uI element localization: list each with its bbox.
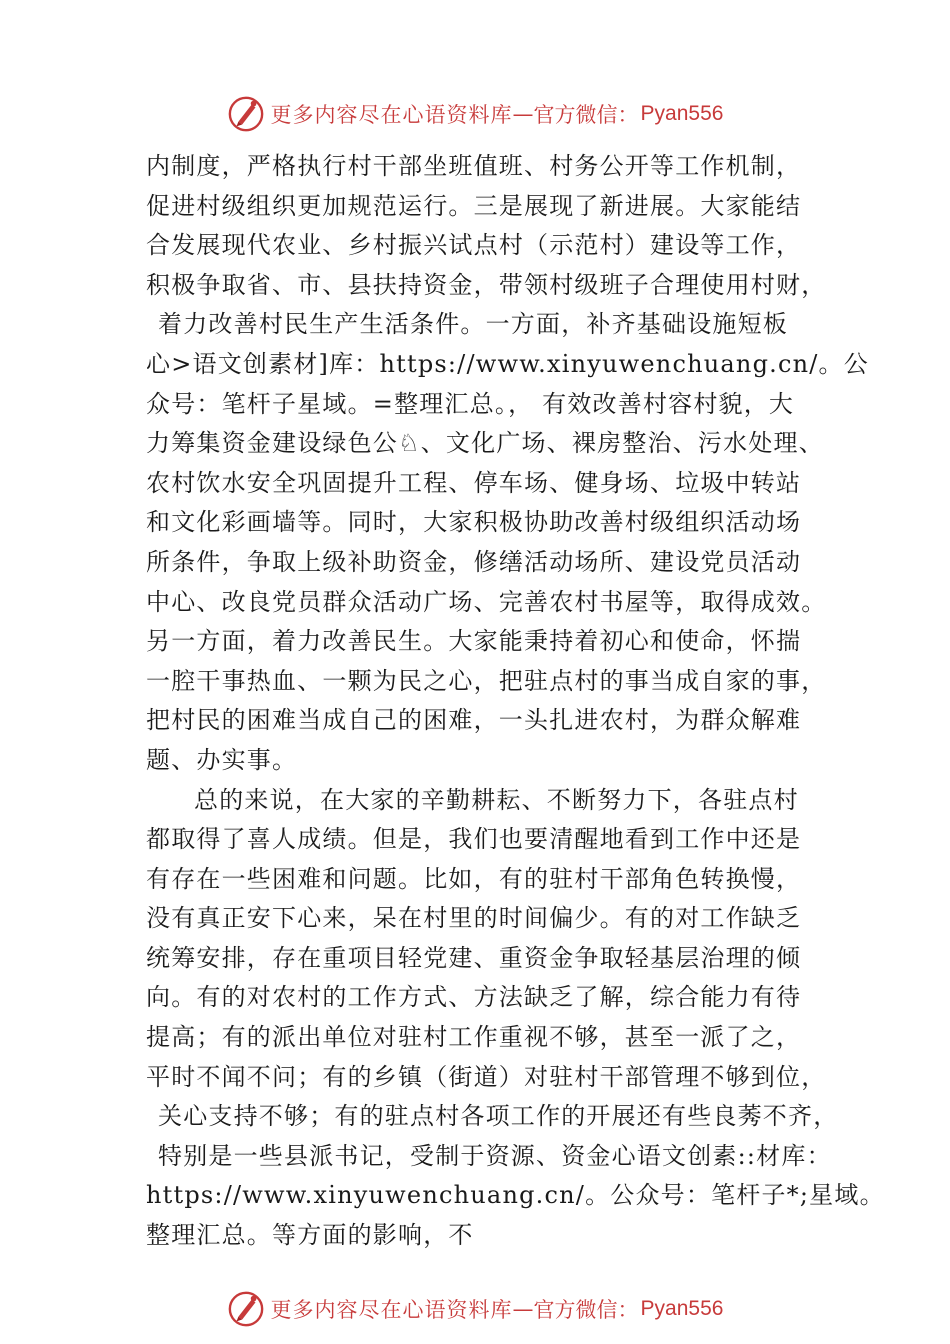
text-line: 另一方面，着力改善民生。大家能秉持着初心和使命，怀揣 xyxy=(146,627,802,656)
text-line: 促进村级组织更加规范运行。三是展现了新进展。大家能结 xyxy=(146,191,802,220)
pen-logo-icon xyxy=(227,1290,265,1328)
header-watermark-banner xyxy=(0,92,950,136)
text-line: 心>语文创素材]库：https://www.xinyuwenchuang.cn/。公 xyxy=(146,349,869,378)
text-line: 有存在一些困难和问题。比如，有的驻村干部角色转换慢， xyxy=(146,864,802,893)
banner-main-text: 更多内容尽在心语资料库 xyxy=(270,103,513,127)
banner-wechat-label: 官方微信： xyxy=(533,103,639,127)
text-line: 内制度，严格执行村干部坐班值班、村务公开等工作机制， xyxy=(146,152,802,180)
banner-main-text: 更多内容尽在心语资料库 xyxy=(270,1298,513,1322)
text-line: 关心支持不够；有的驻点村各项工作的开展还有些良莠不齐， xyxy=(158,1102,839,1131)
text-line: 把村民的困难当成自己的困难，一头扎进农村，为群众解难 xyxy=(146,706,802,735)
text-line: 没有真正安下心来，呆在村里的时间偏少。有的对工作缺乏 xyxy=(146,904,802,933)
text-line: 所条件，争取上级补助资金，修缮活动场所、建设党员活动 xyxy=(146,547,802,576)
document-body xyxy=(146,147,885,1256)
text-line: 统筹安排，存在重项目轻党建、重资金争取轻基层治理的倾 xyxy=(146,943,802,972)
text-line: 整理汇总。等方面的影响，不 xyxy=(146,1221,474,1250)
text-line: 向。有的对农村的工作方式、方法缺乏了解，综合能力有待 xyxy=(146,983,802,1012)
banner-dash: — xyxy=(512,102,534,126)
text-line: 力筹集资金建设绿色公♘、文化广场、裸房整治、污水处理、 xyxy=(146,429,824,458)
text-line: 平时不闻不问；有的乡镇（街道）对驻村干部管理不够到位， xyxy=(146,1062,827,1091)
text-line: 题、办实事。 xyxy=(146,745,298,774)
text-line: 中心、改良党员群众活动广场、完善农村书屋等，取得成效。 xyxy=(146,587,827,616)
text-line: 农村饮水安全巩固提升工程、停车场、健身场、垃圾中转站 xyxy=(146,468,802,497)
footer-watermark-banner xyxy=(0,1287,950,1331)
text-line: 着力改善村民生产生活条件。一方面，补齐基础设施短板 xyxy=(158,310,788,339)
text-line: 一腔干事热血、一颗为民之心，把驻点村的事当成自家的事， xyxy=(146,666,827,695)
banner-dash: — xyxy=(512,1297,534,1321)
text-line: https://www.xinyuwenchuang.cn/。公众号：笔杆子*;星域。 xyxy=(146,1181,885,1210)
banner-wechat-label: 官方微信： xyxy=(533,1298,639,1322)
text-line: 提高；有的派出单位对驻村工作重视不够，甚至一派了之， xyxy=(146,1023,802,1052)
paragraph-start-line: 总的来说，在大家的辛勤耕耘、不断努力下，各驻点村 xyxy=(194,785,799,814)
text-line: 众号：笔杆子星域。=整理汇总。， 有效改善村容村貌，大 xyxy=(146,389,795,418)
text-line: 合发展现代农业、乡村振兴试点村（示范村）建设等工作， xyxy=(146,231,802,260)
banner-wechat-id: Pyan556 xyxy=(640,1297,724,1320)
text-line: 都取得了喜人成绩。但是，我们也要清醒地看到工作中还是 xyxy=(146,825,802,854)
text-line: 特别是一些县派书记，受制于资源、资金心语文创素::材库： xyxy=(158,1141,832,1170)
text-line: 积极争取省、市、县扶持资金，带领村级班子合理使用村财， xyxy=(146,270,827,299)
banner-wechat-id: Pyan556 xyxy=(640,102,724,125)
text-line: 和文化彩画墙等。同时，大家积极协助改善村级组织活动场 xyxy=(146,508,802,537)
pen-logo-icon xyxy=(227,95,265,133)
